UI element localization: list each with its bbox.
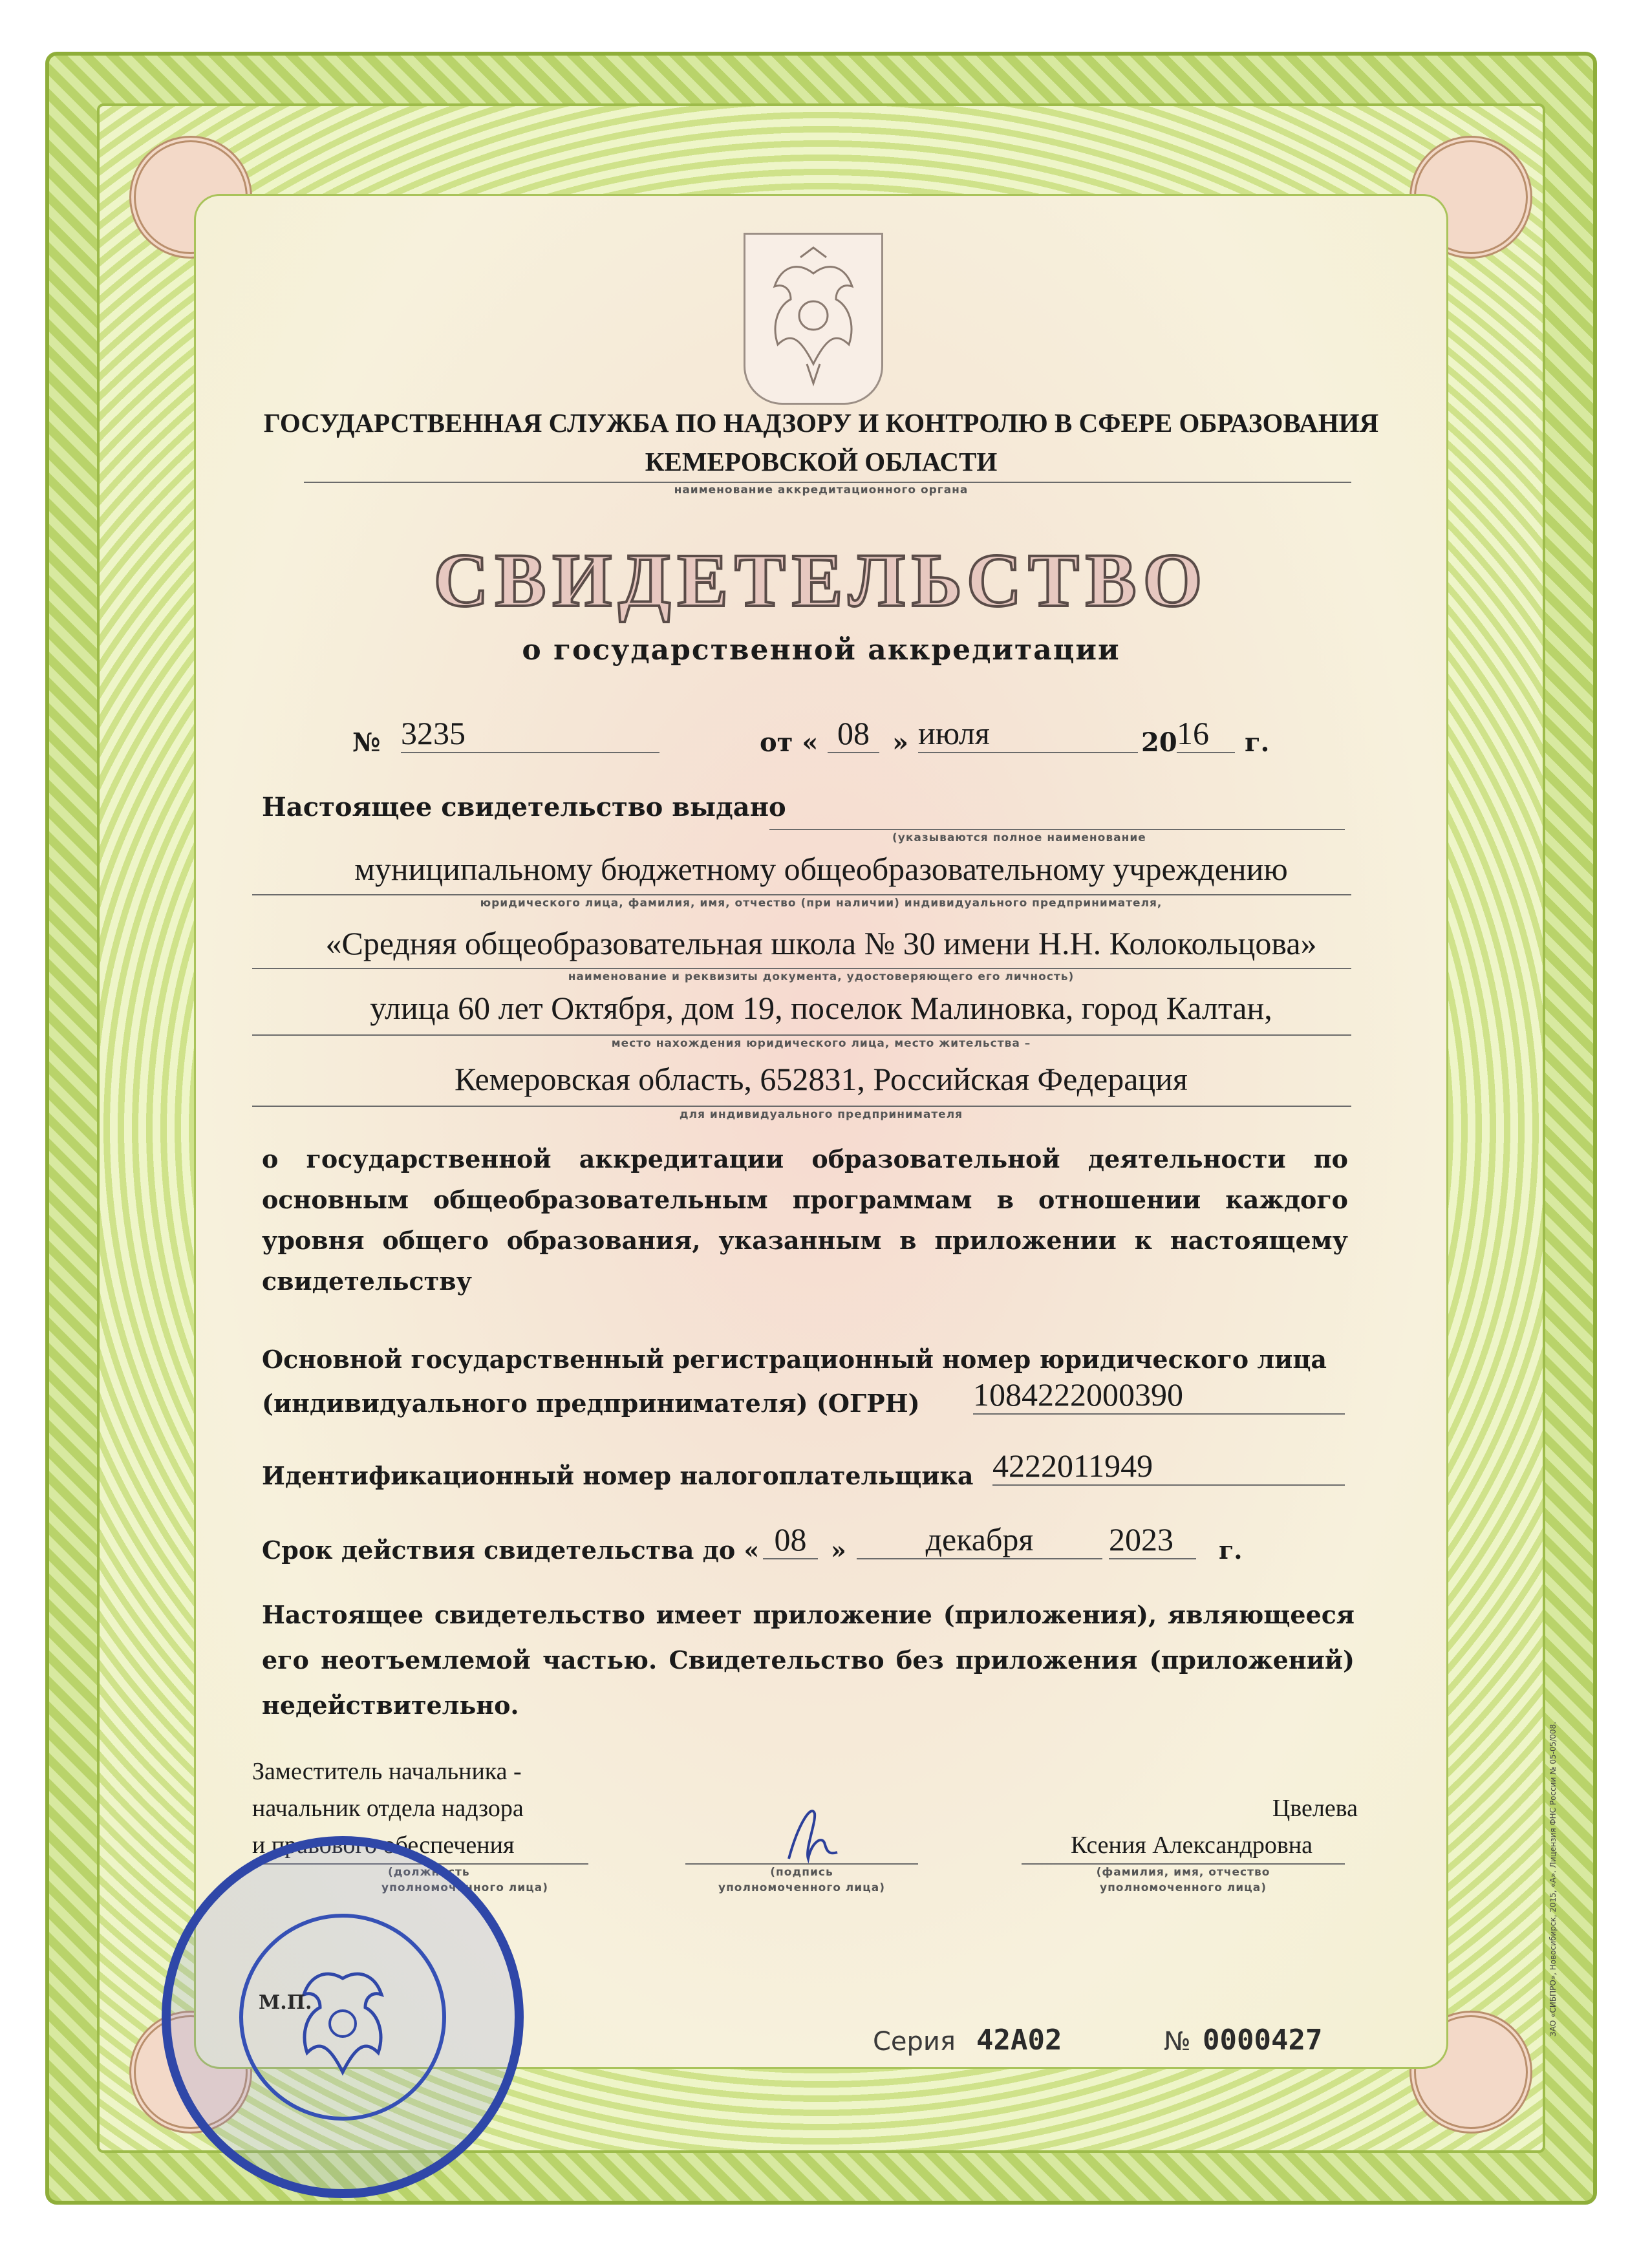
series-number-label: № bbox=[1164, 2027, 1191, 2057]
validity-year: 2023 bbox=[1109, 1521, 1196, 1559]
issued-line-3: улица 60 лет Октября, дом 19, поселок Малиновка, город Калтан, bbox=[370, 990, 1272, 1026]
stamp-place-label: М.П. bbox=[259, 1991, 312, 2014]
certificate-month: июля bbox=[918, 714, 1138, 753]
series-number: 0000427 bbox=[1203, 2024, 1323, 2057]
validity-day: 08 bbox=[763, 1521, 818, 1559]
purpose-line-3: уровня общего образования, указанным в приложении к настоящему bbox=[262, 1226, 1348, 1255]
purpose-line-4: свидетельству bbox=[262, 1267, 472, 1296]
certificate-quote-close: » bbox=[892, 727, 908, 758]
issued-line-3-underline bbox=[252, 1034, 1351, 1036]
purpose-line-1: о государственной аккредитации образовательной деятельности по bbox=[262, 1144, 1348, 1173]
ogrn-label-line-2: (индивидуального предпринимателя) (ОГРН) bbox=[262, 1389, 920, 1418]
issued-to-underline bbox=[769, 829, 1345, 830]
validity-year-label: г. bbox=[1219, 1535, 1243, 1565]
certificate-number: 3235 bbox=[401, 714, 659, 753]
signature-underline bbox=[685, 1863, 918, 1865]
issued-caption-1: (указываются полное наименование bbox=[892, 831, 1146, 844]
issued-line-4-underline bbox=[252, 1106, 1351, 1107]
signer-given-names: Ксения Александровна bbox=[1070, 1832, 1312, 1859]
issued-caption-2: юридического лица, фамилия, имя, отчество (при наличии) индивидуального предпринимателя, bbox=[480, 897, 1162, 910]
signer-position-caption-2: уполномоченного лица) bbox=[381, 1881, 549, 1894]
appendix-line-1: Настоящее свидетельство имеет приложение (приложения), являющееся bbox=[262, 1600, 1355, 1629]
certificate-year-label: г. bbox=[1245, 727, 1270, 758]
ogrn-label-line-1: Основной государственный регистрационный номер юридического лица bbox=[262, 1345, 1327, 1374]
authority-caption: наименование аккредитационного органа bbox=[674, 484, 969, 497]
issued-line-2: «Средняя общеобразовательная школа № 30 имени Н.Н. Колокольцова» bbox=[325, 925, 1317, 961]
signer-surname: Цвелева bbox=[1272, 1795, 1358, 1822]
coat-of-arms-emblem bbox=[744, 233, 883, 405]
series-value: 42А02 bbox=[976, 2024, 1062, 2057]
validity-month: декабря bbox=[857, 1521, 1102, 1559]
signature-caption-1: (подпись bbox=[770, 1866, 833, 1879]
document-subtitle: о государственной аккредитации bbox=[522, 634, 1120, 667]
signer-name-caption-2: уполномоченного лица) bbox=[1099, 1881, 1267, 1894]
ogrn-value: 1084222000390 bbox=[973, 1376, 1345, 1415]
issued-caption-5: для индивидуального предпринимателя bbox=[679, 1108, 963, 1121]
certificate-day: 08 bbox=[828, 714, 879, 753]
signer-position-line-2: начальник отдела надзора bbox=[252, 1795, 524, 1822]
inn-label: Идентификационный номер налогоплательщика bbox=[262, 1461, 974, 1490]
validity-label: Срок действия свидетельства до « bbox=[262, 1535, 760, 1565]
authority-underline bbox=[304, 482, 1351, 483]
signer-position-caption-1: (должность bbox=[388, 1866, 470, 1879]
signature-caption-2: уполномоченного лица) bbox=[718, 1881, 885, 1894]
document-title: СВИДЕТЕЛЬСТВО bbox=[433, 538, 1209, 623]
issued-to-label: Настоящее свидетельство выдано bbox=[262, 792, 786, 822]
issued-caption-4: место нахождения юридического лица, место жительства – bbox=[611, 1037, 1031, 1050]
appendix-line-2: его неотъемлемой частью. Свидетельство без приложения (приложений) bbox=[262, 1645, 1355, 1674]
double-headed-eagle-icon bbox=[745, 235, 881, 403]
certificate-year-prefix: 20 bbox=[1141, 727, 1177, 758]
authority-name-line1: ГОСУДАРСТВЕННАЯ СЛУЖБА ПО НАДЗОРУ И КОНТРОЛЮ В СФЕРЕ ОБРАЗОВАНИЯ bbox=[263, 408, 1379, 438]
issued-line-1: муниципальному бюджетному общеобразовательному учреждению bbox=[354, 851, 1288, 887]
printer-license-note: ЗАО «СИБПРО», Новосибирск, 2015, «А». Лицензия ФНС России № 05-05/008. bbox=[1548, 1721, 1558, 2037]
validity-quote-close: » bbox=[831, 1535, 846, 1565]
certificate-year-suffix: 16 bbox=[1177, 714, 1235, 753]
issued-line-2-underline bbox=[252, 968, 1351, 969]
issued-line-1-underline bbox=[252, 894, 1351, 895]
signer-position-line-3: и правового обеспечения bbox=[252, 1832, 515, 1859]
certificate-number-label: № bbox=[352, 727, 381, 758]
appendix-line-3: недействительно. bbox=[262, 1691, 519, 1720]
issued-caption-3: наименование и реквизиты документа, удостоверяющего его личность) bbox=[568, 970, 1075, 983]
issued-line-4: Кемеровская область, 652831, Российская Федерация bbox=[455, 1061, 1188, 1097]
certificate-date-from-label: от « bbox=[760, 727, 819, 758]
authority-name-line2: КЕМЕРОВСКОЙ ОБЛАСТИ bbox=[645, 447, 998, 476]
inn-value: 4222011949 bbox=[992, 1447, 1345, 1486]
purpose-line-2: основным общеобразовательным программам в отношении каждого bbox=[262, 1185, 1348, 1214]
signer-name-caption-1: (фамилия, имя, отчество bbox=[1096, 1866, 1270, 1879]
signer-position-line-1: Заместитель начальника - bbox=[252, 1758, 522, 1785]
seal-eagle-icon bbox=[284, 1952, 401, 2082]
series-label: Серия bbox=[873, 2027, 956, 2057]
signer-name-underline bbox=[1022, 1863, 1345, 1865]
